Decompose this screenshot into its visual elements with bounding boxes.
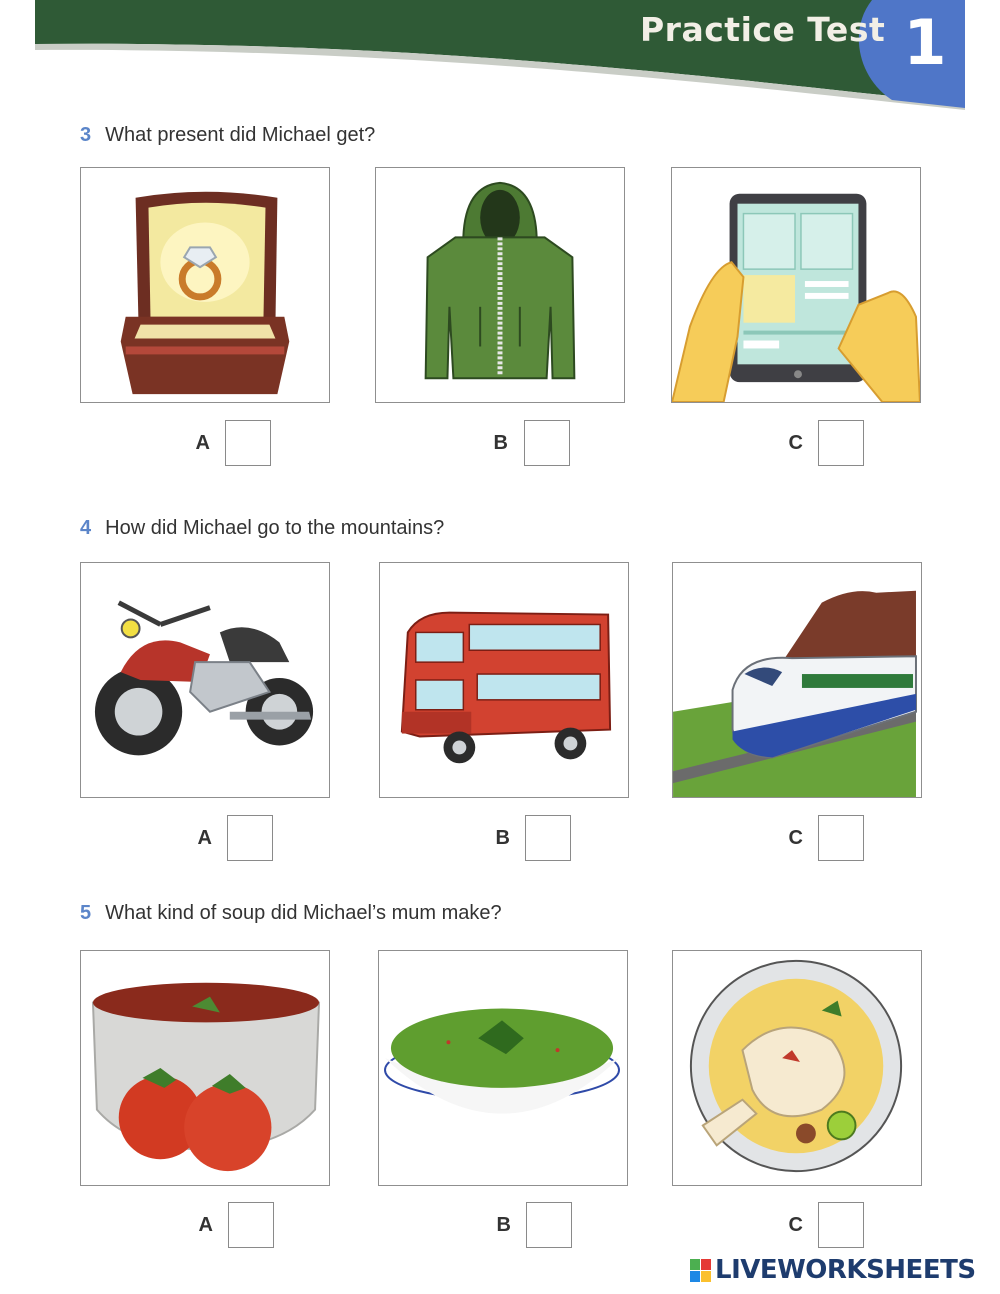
choice-letter-5c: C [788,1214,803,1236]
green-soup-icon [379,951,627,1185]
green-jacket-icon [376,168,624,402]
ring-in-box-icon [81,168,329,402]
option-card-5b [378,950,628,1186]
choice-letter-5b: B [496,1214,511,1236]
answer-box-4a[interactable] [227,815,273,861]
option-card-3b [375,167,625,403]
option-card-5c [672,950,922,1186]
choice-letter-3c: C [788,432,803,454]
tablet-icon [672,168,920,402]
question-text: What present did Michael get? [105,124,376,146]
answer-box-5c[interactable] [818,1202,864,1248]
option-card-3a [80,167,330,403]
question-5 [80,902,502,925]
test-number-badge: 1 [903,6,947,79]
answer-box-4c[interactable] [818,815,864,861]
answer-box-5a[interactable] [228,1202,274,1248]
option-card-4c [672,562,922,798]
question-text: How did Michael go to the mountains? [105,517,445,539]
watermark-text: LIVEWORKSHEETS [715,1255,976,1285]
option-card-4a [80,562,330,798]
question-4 [80,517,444,540]
answer-box-3c[interactable] [818,420,864,466]
choice-letter-5a: A [198,1214,213,1236]
choice-letter-4a: A [197,827,212,849]
question-text: What kind of soup did Michael’s mum make? [105,902,502,924]
choice-letter-4b: B [495,827,510,849]
question-number: 3 [80,124,92,146]
choice-letter-4c: C [788,827,803,849]
question-3 [80,124,375,147]
answer-box-4b[interactable] [525,815,571,861]
chicken-soup-icon [673,951,921,1185]
choice-letter-3a: A [195,432,210,454]
option-card-5a [80,950,330,1186]
motorbike-icon [81,563,329,797]
choice-letter-3b: B [493,432,508,454]
liveworksheets-watermark [690,1255,976,1285]
liveworksheets-logo-icon [690,1259,711,1282]
answer-box-3b[interactable] [524,420,570,466]
answer-box-5b[interactable] [526,1202,572,1248]
answer-box-3a[interactable] [225,420,271,466]
page-title: Practice Test [640,10,886,49]
question-number: 5 [80,902,92,924]
train-icon [673,563,921,797]
tomato-soup-icon [81,951,329,1185]
option-card-3c [671,167,921,403]
double-decker-bus-icon [380,563,628,797]
option-card-4b [379,562,629,798]
question-number: 4 [80,517,92,539]
